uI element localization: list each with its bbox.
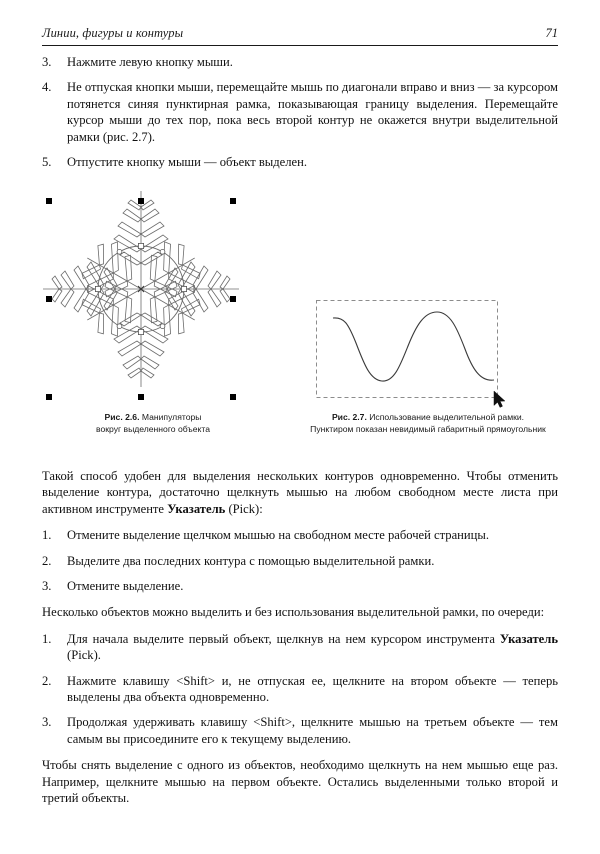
list-text: Не отпуская кнопки мыши, перемещайте мышь по диагонали вправо и вниз — за курсором потянется синяя пунктирная рамка, показывающая границу выделения. Перемещайте курсор мыши до тех пор, пока весь второй контур не окажется внутри выделительной рамки (рис. 2.7). [67,80,558,144]
running-head-rule [42,45,558,46]
snowflake-artwork [40,188,264,410]
handle-bottom-left [46,394,52,400]
handle-top-center [138,198,144,204]
list-marker: 3. [42,579,52,594]
list-marker: 1. [42,528,52,543]
list-item [42,553,558,569]
numbered-list-1 [42,527,558,594]
caption-text: Использование выделительной рамки. [366,412,525,422]
list-text: Отмените выделение щелчком мышью на свободном месте рабочей страницы. [67,528,489,543]
handle-top-right [230,198,236,204]
handle-middle-left [46,296,52,302]
tool-name-pick: Указатель [167,501,226,516]
handle-middle-right [230,296,236,302]
list-item [42,527,558,543]
figure-2-7-caption [268,412,588,435]
figure-2-6-caption [40,412,266,435]
list-item [42,154,558,170]
top-numbered-list [42,54,558,170]
lower-content [42,468,558,817]
paragraph-1 [42,468,558,517]
paragraph-1-part-a: Такой способ удобен для выделения нескольких контуров одновременно. Чтобы отменить выделение контура, достаточно щелкнуть мышью на любом свободном месте листа при активном инструменте [42,469,558,516]
tool-name-pick: Указатель [499,631,558,646]
list-item [42,673,558,706]
list-text: Отпустите кнопку мыши — объект выделен. [67,155,308,170]
marquee-artwork [300,188,530,410]
handle-top-left [46,198,52,204]
figure-2-6 [40,188,264,410]
figures-row [0,188,600,446]
list-marker: 4. [42,80,52,95]
list-text-part-a: Для начала выделите первый объект, щелкнув на нем курсором инструмента [67,631,500,646]
figure-2-7 [300,188,530,410]
list-text: Отмените выделение. [67,579,184,594]
list-marker: 3. [42,715,52,730]
mouse-cursor-icon [494,391,505,407]
curve-path [333,312,494,381]
list-item [42,54,558,70]
paragraph-3: Чтобы снять выделение с одного из объектов, необходимо щелкнуть на нем мышью еще раз. Например, щелкните мышью на первом объекте. Остались выделенными только второй и третий объекты. [42,758,558,806]
list-text: Продолжая удерживать клавишу <Shift>, щелкните мышью на третьем объекте — тем самым вы присоедините его к текущему выделению. [67,715,558,746]
list-item [42,631,558,664]
caption-number: Рис. 2.7. [331,412,367,422]
list-item [42,79,558,145]
list-text: Выделите два последних контура с помощью выделительной рамки. [67,553,435,568]
paragraph-1-part-b: (Pick): [225,501,263,516]
list-text-part-b: (Pick). [67,648,101,663]
caption-text-line2: Пунктиром показан невидимый габаритный прямоугольник [310,423,546,434]
caption-text-line2: вокруг выделенного объекта [96,423,210,434]
caption-text: Манипуляторы [139,412,202,422]
handle-bottom-right [230,394,236,400]
list-marker: 5. [42,155,52,170]
list-text: Нажмите клавишу <Shift> и, не отпуская ее, щелкните на втором объекте — теперь выделены два объекта одновременно. [67,673,558,705]
numbered-list-2 [42,631,558,747]
page-number: 71 [545,26,558,40]
handle-bottom-center [138,394,144,400]
list-text: Нажмите левую кнопку мыши. [67,55,233,69]
running-head-title: Линии, фигуры и контуры [42,26,184,40]
top-content [42,54,558,170]
caption-number: Рис. 2.6. [104,412,140,422]
paragraph-2: Несколько объектов можно выделить и без использования выделительной рамки, по очереди: [42,605,545,620]
list-marker: 2. [42,553,52,568]
list-marker: 2. [42,673,52,688]
running-head [42,26,558,50]
list-item [42,578,558,594]
list-marker: 3. [42,55,52,69]
list-item [42,714,558,747]
list-marker: 1. [42,631,52,646]
